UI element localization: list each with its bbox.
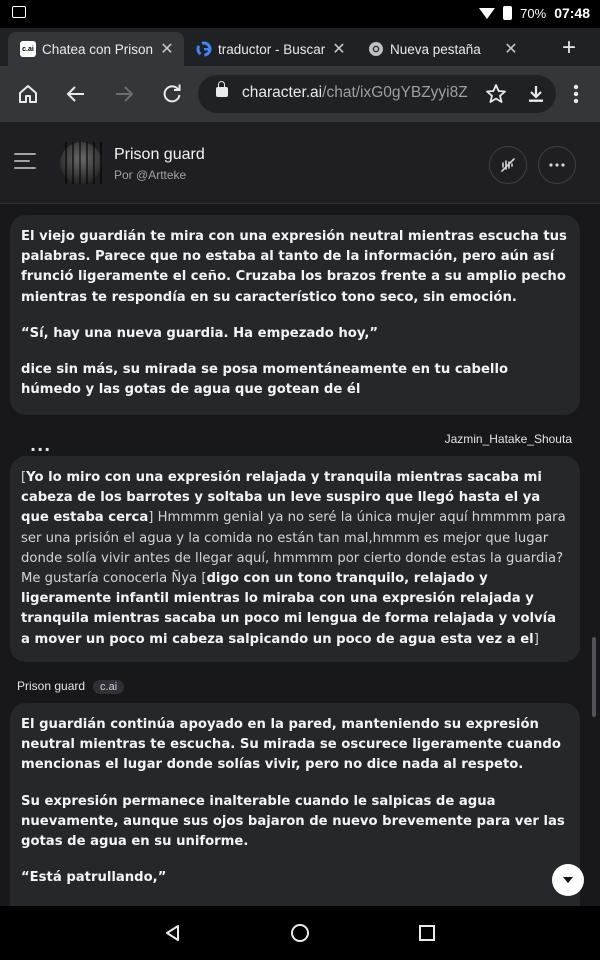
recents-square-icon[interactable]: [414, 920, 440, 946]
star-icon[interactable]: [482, 80, 510, 108]
more-menu-icon[interactable]: [562, 80, 590, 108]
tab-title: Nueva pestaña: [390, 41, 481, 57]
user-name: Jazmin_Hatake_Shouta: [444, 432, 572, 446]
tab-chatea[interactable]: [8, 32, 184, 66]
tab-title: traductor - Buscar: [218, 41, 326, 57]
close-tab-icon[interactable]: ✕: [504, 41, 518, 58]
chat-messages[interactable]: [0, 204, 600, 906]
home-circle-icon[interactable]: [287, 920, 313, 946]
wifi-icon: [479, 8, 495, 19]
url-text[interactable]: character.ai/chat/ixG0gYBZyyi8Z: [242, 84, 468, 101]
character-sender-label: Prison guard c.ai: [17, 679, 124, 694]
browser-toolbar: [0, 66, 600, 122]
tab-title: Chatea con Prison: [42, 41, 154, 57]
message-paragraph: El guardián continúa apoyado en la pared, manteniendo su expresión neutral mientras te escucha. Su mirada se oscurece ligeramente cuando mencionas el lugar donde solías vivir, pero no dice nada al respeto.: [21, 717, 561, 773]
reload-icon[interactable]: [158, 80, 186, 108]
user-message: [Yo lo miro con una expresión relajada y tranquila mientras sacaba mi cabeza de los barrotes y soltaba un leve suspiro que llegó hasta el ya que estaba cerca] Hmmmm genial ya no seré la única mujer aquí hmmmm para ser una prisión el agua y la comida no están tan mal,hmmm es mejor que lugar donde solía vivir antes de llegar aquí, hmmmm por cierto donde estas la guardia? Me gustaría conocerla Ñya [digo con un tono tranquilo, relajado y ligeramente infantil mientras lo miraba con una expresión relajada y tranquila mientras sacaba un poco mi lengua de forma relajada y volvía a mover un poco mi cabeza salpicando un poco de agua esta vez a el]: [10, 456, 580, 662]
close-tab-icon[interactable]: ✕: [160, 41, 174, 58]
character-author[interactable]: Por @Artteke: [114, 168, 187, 182]
new-tab-button[interactable]: +: [561, 34, 576, 61]
address-bar[interactable]: [198, 75, 556, 113]
message-options-icon[interactable]: ...: [30, 436, 52, 455]
lock-icon: [216, 87, 228, 97]
character-avatar[interactable]: [60, 142, 102, 184]
chat-options-button[interactable]: [538, 146, 576, 184]
cai-favicon-icon: c.ai: [20, 41, 36, 57]
message-paragraph: “Está patrullando,”: [21, 870, 167, 886]
forward-arrow-icon[interactable]: [110, 80, 138, 108]
battery-icon: [503, 6, 512, 20]
scroll-down-button[interactable]: [552, 864, 584, 896]
tab-traductor[interactable]: [184, 32, 356, 66]
bot-message: [10, 215, 580, 415]
cai-badge: c.ai: [93, 680, 124, 694]
google-icon: [196, 41, 212, 57]
tab-strip: [0, 28, 600, 66]
chat-header: [0, 122, 600, 204]
clock: 07:48: [554, 5, 590, 21]
bot-message: [10, 703, 580, 933]
status-bar: [0, 0, 600, 28]
voice-muted-button[interactable]: [489, 146, 527, 184]
message-paragraph: Su expresión permanece inalterable cuando le salpicas de agua nuevamente, aunque sus ojos bajaron de nuevo brevemente para ver las gotas de agua en su uniforme.: [21, 793, 565, 850]
scrollbar[interactable]: [592, 637, 596, 717]
chrome-icon: [368, 41, 384, 57]
back-arrow-icon[interactable]: [62, 80, 90, 108]
screenshot-icon: [12, 6, 26, 18]
close-tab-icon[interactable]: ✕: [332, 41, 346, 58]
ellipsis-icon: [549, 163, 565, 167]
back-triangle-icon[interactable]: [160, 920, 186, 946]
menu-icon[interactable]: [14, 153, 36, 174]
message-paragraph: dice sin más, su mirada se posa momentáneamente en tu cabello húmedo y las gotas de agua que gotean de él: [21, 362, 509, 398]
system-nav-bar: [0, 906, 600, 960]
battery-percent: 70%: [520, 5, 547, 21]
sound-off-icon: [499, 156, 517, 174]
tab-nueva[interactable]: [356, 32, 528, 66]
message-paragraph: “Sí, hay una nueva guardia. Ha empezado hoy,”: [21, 325, 379, 341]
character-name[interactable]: Prison guard: [114, 146, 205, 163]
home-icon[interactable]: [14, 80, 42, 108]
message-paragraph: El viejo guardián te mira con una expresión neutral mientras escucha tus palabras. Parece que no estaba al tanto de la información, pero aún así frunció ligeramente el ceño. Cruzaba los brazos frente a su amplio pecho mientras te respondía en su característico tono seco, sin emoción.: [21, 229, 567, 305]
download-icon[interactable]: [522, 80, 550, 108]
